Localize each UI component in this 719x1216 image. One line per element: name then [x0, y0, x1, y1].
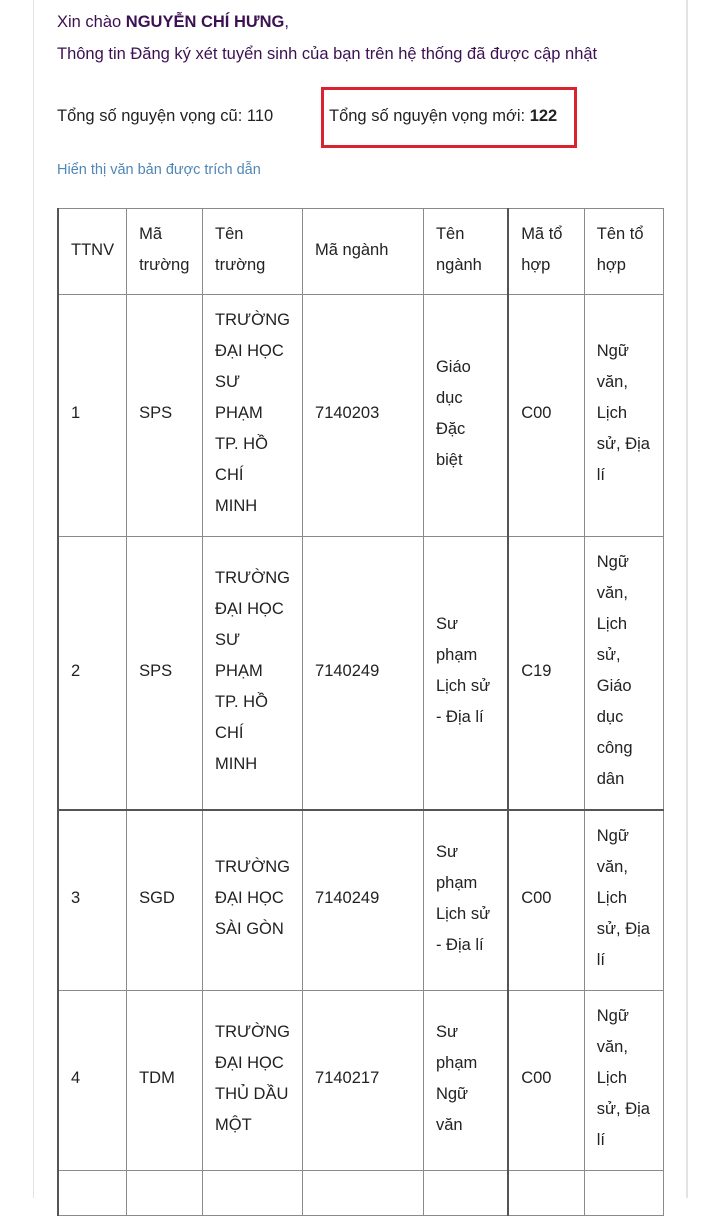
cell-ma-truong: TDM	[127, 991, 203, 1171]
header-ma-to-hop: Mã tổ hợp	[508, 209, 584, 295]
cell-ma-nganh: 7140249	[303, 537, 424, 811]
new-total	[329, 107, 557, 126]
cell-ttnv: 2	[58, 537, 127, 811]
cell-ten-to-hop: Ngữ văn, Lịch sử, Địa lí	[584, 991, 663, 1171]
header-ten-nganh: Tên ngành	[423, 209, 508, 295]
header-ten-truong: Tên trường	[203, 209, 303, 295]
old-total-label: Tổng số nguyện vọng cũ:	[57, 107, 247, 125]
cell-ten-truong: TRƯỜNG ĐẠI HỌC SƯ PHẠM TP. HỒ CHÍ MINH	[203, 295, 303, 537]
cell-empty	[58, 1171, 127, 1216]
header-ten-to-hop: Tên tổ hợp	[584, 209, 663, 295]
greeting-suffix: ,	[284, 13, 289, 31]
header-ma-nganh: Mã ngành	[303, 209, 424, 295]
old-total	[57, 107, 273, 126]
cell-empty	[127, 1171, 203, 1216]
cell-ma-nganh: 7140249	[303, 810, 424, 991]
cell-ttnv: 3	[58, 810, 127, 991]
greeting-prefix: Xin chào	[57, 13, 126, 31]
cell-ten-to-hop: Ngữ văn, Lịch sử, Địa lí	[584, 295, 663, 537]
greeting	[57, 13, 289, 32]
header-ttnv: TTNV	[58, 209, 127, 295]
cell-ma-to-hop: C00	[508, 810, 584, 991]
cell-empty	[508, 1171, 584, 1216]
header-ma-truong: Mã trường	[127, 209, 203, 295]
cell-empty	[303, 1171, 424, 1216]
cell-ma-to-hop: C00	[508, 991, 584, 1171]
cell-ttnv: 4	[58, 991, 127, 1171]
table-row	[58, 810, 664, 991]
cell-ma-truong: SPS	[127, 537, 203, 811]
cell-ma-nganh: 7140203	[303, 295, 424, 537]
cell-ma-to-hop: C19	[508, 537, 584, 811]
cell-ten-to-hop: Ngữ văn, Lịch sử, Địa lí	[584, 810, 663, 991]
cell-ma-to-hop: C00	[508, 295, 584, 537]
cell-ma-nganh: 7140217	[303, 991, 424, 1171]
table-row-partial	[58, 1171, 664, 1216]
aspirations-table	[57, 208, 664, 1216]
cell-empty	[203, 1171, 303, 1216]
table-row	[58, 991, 664, 1171]
cell-ten-nganh: Giáo dục Đặc biệt	[423, 295, 508, 537]
table-row	[58, 537, 664, 811]
cell-ten-nganh: Sư phạm Lịch sử - Địa lí	[423, 810, 508, 991]
cell-ten-truong: TRƯỜNG ĐẠI HỌC THỦ DẦU MỘT	[203, 991, 303, 1171]
cell-empty	[423, 1171, 508, 1216]
cell-ten-to-hop: Ngữ văn, Lịch sử, Giáo dục công dân	[584, 537, 663, 811]
cell-ten-nganh: Sư phạm Ngữ văn	[423, 991, 508, 1171]
old-total-value: 110	[246, 107, 274, 125]
recipient-name: NGUYỄN CHÍ HƯNG	[125, 13, 285, 31]
cell-ten-truong: TRƯỜNG ĐẠI HỌC SÀI GÒN	[203, 810, 303, 991]
new-total-label: Tổng số nguyện vọng mới:	[329, 107, 530, 125]
show-quoted-text-link[interactable]: Hiển thị văn bản được trích dẫn	[57, 162, 261, 178]
update-message: Thông tin Đăng ký xét tuyển sinh của bạn trên hệ thống đã được cập nhật	[57, 45, 598, 63]
cell-ma-truong: SPS	[127, 295, 203, 537]
table-row	[58, 295, 664, 537]
new-total-highlight-box	[321, 87, 577, 148]
cell-ten-truong: TRƯỜNG ĐẠI HỌC SƯ PHẠM TP. HỒ CHÍ MINH	[203, 537, 303, 811]
cell-ttnv: 1	[58, 295, 127, 537]
cell-ma-truong: SGD	[127, 810, 203, 991]
table-header-row	[58, 209, 664, 295]
new-total-value: 122	[529, 107, 558, 125]
cell-ten-nganh: Sư phạm Lịch sử - Địa lí	[423, 537, 508, 811]
cell-empty	[584, 1171, 663, 1216]
